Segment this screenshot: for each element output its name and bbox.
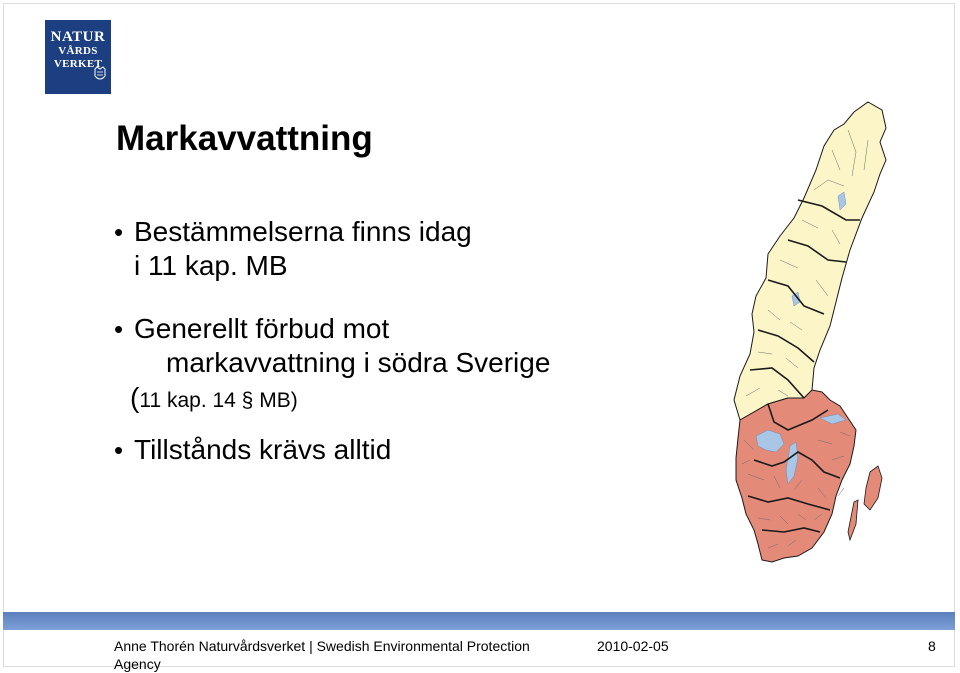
page-number: 8: [928, 638, 936, 654]
map-oland: [848, 500, 858, 540]
map-gotland: [864, 466, 882, 510]
map-region-north: [734, 102, 886, 420]
logo-line-2: VÅRDS: [58, 45, 98, 57]
sweden-map: [728, 100, 890, 570]
crown-crest-icon: [94, 66, 106, 82]
slide-title: Markavvattning: [116, 119, 373, 158]
bullet-item: [114, 215, 472, 283]
logo-line-1: NATUR: [50, 29, 106, 45]
law-reference-paren: (: [130, 382, 140, 413]
logo-line-3: VERKET: [53, 58, 103, 70]
bullet-text: Tillstånds krävs alltid: [134, 434, 392, 465]
footer-author: Anne Thorén Naturvårdsverket | Swedish Environmental Protection Agency: [114, 638, 530, 672]
bullet-text-continued: markavvattning i södra Sverige: [166, 347, 551, 378]
bullet-text: • Bestämmelserna finns idag: [134, 216, 472, 247]
footer-bar: [3, 612, 955, 630]
law-reference-text: 11 kap. 14 § MB): [139, 389, 298, 412]
law-reference: [130, 381, 298, 418]
bullet-text-continued: i 11 kap. MB: [134, 250, 288, 281]
footer-date: 2010-02-05: [597, 638, 669, 654]
naturvardsverket-logo: [45, 20, 111, 94]
bullet-item: [114, 433, 391, 467]
bullet-item: [114, 312, 550, 380]
bullet-text: • Generellt förbud mot: [134, 313, 390, 344]
